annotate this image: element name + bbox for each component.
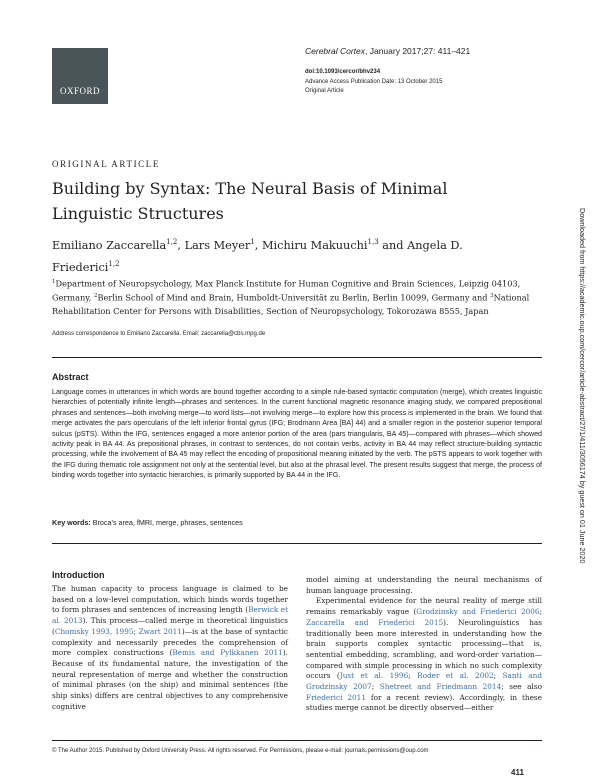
affiliations — [52, 276, 532, 317]
affiliation-marker: 3 — [490, 293, 494, 300]
intro-paragraph — [306, 596, 542, 714]
author-separator: , — [177, 238, 185, 252]
doi-link[interactable]: doi:10.1093/cercor/bhv234 — [305, 69, 381, 75]
body-text: ). This process—called merge in theoretical linguistics ( — [52, 616, 288, 636]
article-type: Original Article — [305, 88, 344, 94]
affiliation-marker: 2 — [93, 293, 98, 300]
intro-paragraph — [52, 584, 288, 712]
keywords-text: Broca's area, fMRI, merge, phrases, sentences — [90, 518, 243, 527]
author-affiliation-marker: 1,2 — [108, 259, 120, 268]
download-watermark: Downloaded from https://academic.oup.com/cercor/article-abstract/27/1/411/3056174 by guest on 01 June 2020 — [578, 208, 587, 564]
body-text: )—is at the base of syntactic complexity and necessarily precedes the comprehension of more complex constructions ( — [52, 626, 288, 658]
citation-link[interactable]: Roder et al. 2002 — [417, 671, 494, 681]
logo-label: OXFORD — [59, 86, 100, 96]
abstract-text: Language comes in utterances in which words are bound together according to a simple rule-based syntactic computation (merge), which creates linguistic hierarchies of potentially infinite length—phrases and sentences. In the current functional magnetic resonance imaging study, we compared prepositional phrases and sentences—both involving merge—to word lists—not involving merge—to explore how this process is implemented in the brain. We found that merge activates the pars opercularis of the left inferior frontal gyrus (IFG; Brodmann Area [BA] 44) and a smaller region in the posterior superior temporal sulcus (pSTS). Within the IFG, sentences engaged a more anterior portion of the area (pars triangularis, BA 45)—compared with phrases—which showed activity peak in BA 44. As prepositional phrases, in contrast to sentences, do not contain verbs, activity in BA 44 may reflect structure-building syntactic processing, while the involvement of BA 45 may reflect the encoding of propositional meaning initiated by the verb. The pSTS appears to work together with the IFG during thematic role assignment not only at the sentential level, but also at the phrasal level. The present results suggest that merge, the process of binding words together into syntactic hierarchies, is primarily supported by BA 44 in the IFG. — [52, 388, 542, 480]
body-text: ; see also — [501, 682, 542, 692]
citation-link[interactable]: Zaccarella and Friederici 2015 — [306, 617, 444, 627]
body-text: ; — [408, 671, 418, 681]
author-name: Emiliano Zaccarella — [52, 238, 167, 252]
journal-issue: , January 2017;27: 411–421 — [365, 46, 471, 56]
copyright-footer: © The Author 2015. Published by Oxford University Press. All rights reserved. For Permissions, please e-mail: journals.permissions@oup.com — [52, 748, 429, 754]
section-divider — [52, 357, 542, 358]
footer-divider — [52, 740, 542, 741]
body-text: ). Because of its fundamental nature, the investigation of the neural representation of merge and whether the construction of minimal phrases (on the ship) and minimal sentences (the ship sinks) differs are central objectives to any comprehensive cognitive — [52, 648, 288, 711]
affiliation-text: Berlin School of Mind and Brain, Humboldt-Universität zu Berlin, Berlin 10099, Germany and — [97, 293, 491, 304]
body-text: ; — [493, 671, 503, 681]
body-text: for a recent review). Accordingly, in these studies merge cannot be directly observed—either — [306, 692, 542, 713]
affiliation-text: National Rehabilitation Center for Persons with Disabilities, Section of Neuropsychology, Tokorozawa 8555, Japan — [52, 293, 530, 316]
article-kicker: ORIGINAL ARTICLE — [52, 159, 160, 169]
page-number: 411 — [511, 768, 524, 777]
author-name: Lars Meyer — [184, 238, 251, 252]
citation-link[interactable]: Friederici 2011 — [306, 692, 366, 702]
body-text: ). Neurolinguistics has traditionally been more interested in understanding how the brain supports complex syntactic processing—that is, sentential embedding, scrambling, and word-order variation—compared with simple processing in which no such complexity occurs ( — [306, 617, 543, 681]
author-affiliation-marker: 1,2 — [166, 238, 178, 246]
oxford-logo — [52, 48, 108, 104]
affiliation-marker: 1 — [52, 279, 56, 285]
author-list — [52, 233, 532, 277]
keywords-label: Key words: — [52, 518, 91, 527]
citation-link[interactable]: Zwart 2011 — [138, 626, 182, 636]
body-text: ; — [539, 607, 542, 617]
abstract-heading: Abstract — [52, 372, 89, 382]
author-separator: , — [254, 238, 262, 252]
author-separator: and — [378, 238, 408, 252]
citation-link[interactable]: Shetreet and Friedmann 2014 — [379, 682, 502, 692]
body-text: ; — [133, 626, 139, 636]
author-affiliation-marker: 1 — [250, 238, 255, 246]
intro-column-left — [52, 584, 288, 712]
paper-title: Building by Syntax: The Neural Basis of Minimal Linguistic Structures — [52, 179, 448, 223]
citation-link[interactable]: Berwick et al. 2013 — [52, 605, 289, 626]
author-name: Michiru Makuuchi — [261, 238, 368, 252]
citation-link[interactable]: Santi and Grodzinsky 2007 — [306, 671, 543, 692]
affiliation-text: Department of Neuropsychology, Max Planck Institute for Human Cognitive and Brain Sciences, Leipzig 04103, Germany, — [52, 278, 521, 304]
intro-paragraph: model aiming at understanding the neural mechanisms of human language processing. — [306, 575, 542, 595]
citation-link[interactable]: Just et al. 1996 — [339, 671, 409, 681]
journal-name: Cerebral Cortex — [305, 46, 365, 56]
intro-column-right — [306, 575, 542, 714]
journal-citation — [305, 46, 470, 56]
advance-access-date: Advance Access Publication Date: 13 October 2015 — [305, 79, 443, 85]
keywords — [52, 518, 542, 527]
citation-link[interactable]: Grodzinsky and Friederici 2006 — [416, 607, 540, 617]
section-divider — [52, 543, 542, 544]
author-affiliation-marker: 1,3 — [367, 238, 379, 246]
citation-link[interactable]: Bemis and Pylkkanen 2011 — [172, 648, 283, 658]
correspondence: Address correspondence to Emiliano Zaccarella. Email: zaccarella@cbs.mpg.de — [52, 331, 266, 337]
author-name: Angela D. Friederici — [52, 238, 463, 274]
body-text: ; — [371, 682, 380, 692]
body-text: Experimental evidence for the neural reality of merge still remains remarkably vague ( — [306, 596, 542, 617]
citation-link[interactable]: Chomsky 1993, 1995 — [54, 626, 134, 636]
introduction-heading: Introduction — [52, 570, 105, 580]
body-text: The human capacity to process language is claimed to be based on a low-level computation, which binds words together to form phrases and sentences of increasing length ( — [52, 584, 288, 615]
